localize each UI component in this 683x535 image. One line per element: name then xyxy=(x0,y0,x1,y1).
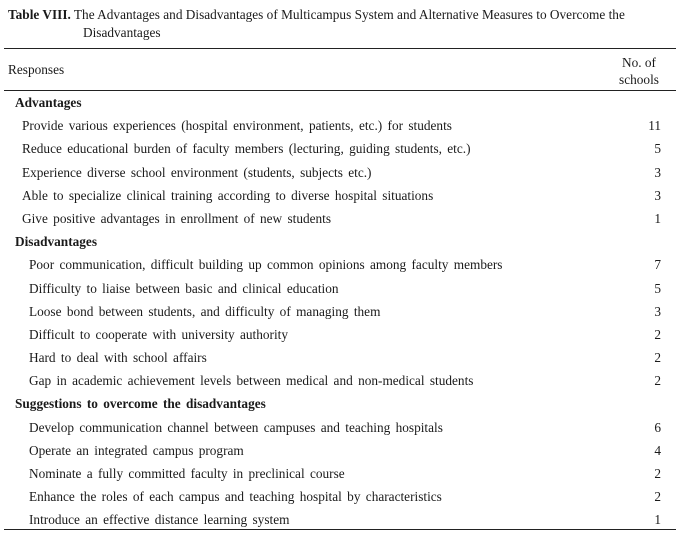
row-count: 2 xyxy=(654,373,661,389)
row-response: Able to specialize clinical training according to diverse hospital situations xyxy=(22,187,434,203)
table-row xyxy=(0,323,683,346)
row-count: 11 xyxy=(648,118,661,134)
table-row xyxy=(0,369,683,392)
section-heading xyxy=(0,392,683,415)
section-title: Advantages xyxy=(15,95,82,110)
row-response: Loose bond between students, and difficulty of managing them xyxy=(29,303,381,319)
row-count: 3 xyxy=(654,303,661,319)
table-row xyxy=(0,114,683,137)
section-title: Suggestions to overcome the disadvantages xyxy=(15,396,266,412)
header-count-line2: schools xyxy=(619,72,659,87)
row-response: Nominate a fully committed faculty in preclinical course xyxy=(29,466,345,481)
row-count: 3 xyxy=(654,187,661,203)
table-row xyxy=(0,462,683,485)
table-title-line2: Disadvantages xyxy=(83,25,161,40)
table-label: Table VIII. xyxy=(8,7,71,22)
row-response: Experience diverse school environment (students, subjects etc.) xyxy=(22,164,372,180)
section-title: Disadvantages xyxy=(15,234,98,250)
table-row xyxy=(0,161,683,184)
table-row xyxy=(0,416,683,439)
table-row xyxy=(0,207,683,230)
row-response: Difficulty to liaise between basic and clinical education xyxy=(29,280,339,296)
row-response: Gap in academic achievement levels between medical and non-medical students xyxy=(29,373,474,389)
row-response: Difficult to cooperate with university authority xyxy=(29,326,289,342)
table-title-line1: The Advantages and Disadvantages of Multicampus System and Alternative Measures to Overcome the xyxy=(73,7,625,22)
table-row xyxy=(0,439,683,462)
row-count: 1 xyxy=(654,210,661,226)
row-count: 3 xyxy=(654,164,661,180)
row-response: Reduce educational burden of faculty members (lecturing, guiding students, etc.) xyxy=(22,141,471,157)
row-count: 4 xyxy=(654,442,661,458)
row-count: 2 xyxy=(654,466,661,481)
section-heading xyxy=(0,230,683,253)
row-count: 2 xyxy=(654,350,661,366)
header-count-line1: No. of xyxy=(622,55,656,70)
row-count: 1 xyxy=(654,512,661,528)
table-row xyxy=(0,137,683,160)
section-heading xyxy=(0,91,683,114)
table-row xyxy=(0,184,683,207)
table-caption xyxy=(8,6,676,42)
table-row xyxy=(0,253,683,276)
row-response: Provide various experiences (hospital environment, patients, etc.) for students xyxy=(22,118,452,134)
row-response: Give positive advantages in enrollment of new students xyxy=(22,210,332,226)
top-rule xyxy=(4,48,676,49)
row-count: 5 xyxy=(654,280,661,296)
header-responses: Responses xyxy=(8,62,65,77)
row-count: 6 xyxy=(654,419,661,435)
table-row xyxy=(0,300,683,323)
row-response: Develop communication channel between campuses and teaching hospitals xyxy=(29,419,443,435)
row-count: 2 xyxy=(654,489,661,505)
row-response: Operate an integrated campus program xyxy=(29,442,244,458)
table-body xyxy=(0,91,683,532)
table-row xyxy=(0,277,683,300)
row-response: Introduce an effective distance learning system xyxy=(29,512,290,528)
table-row xyxy=(0,346,683,369)
row-count: 5 xyxy=(654,141,661,157)
table-row xyxy=(0,485,683,508)
row-count: 7 xyxy=(654,257,661,273)
row-count: 2 xyxy=(654,326,661,342)
header-count xyxy=(609,54,669,88)
row-response: Hard to deal with school affairs xyxy=(29,350,207,366)
row-response: Enhance the roles of each campus and teaching hospital by characteristics xyxy=(29,489,442,505)
row-response: Poor communication, difficult building up common opinions among faculty members xyxy=(29,257,503,273)
bottom-rule xyxy=(4,529,676,530)
